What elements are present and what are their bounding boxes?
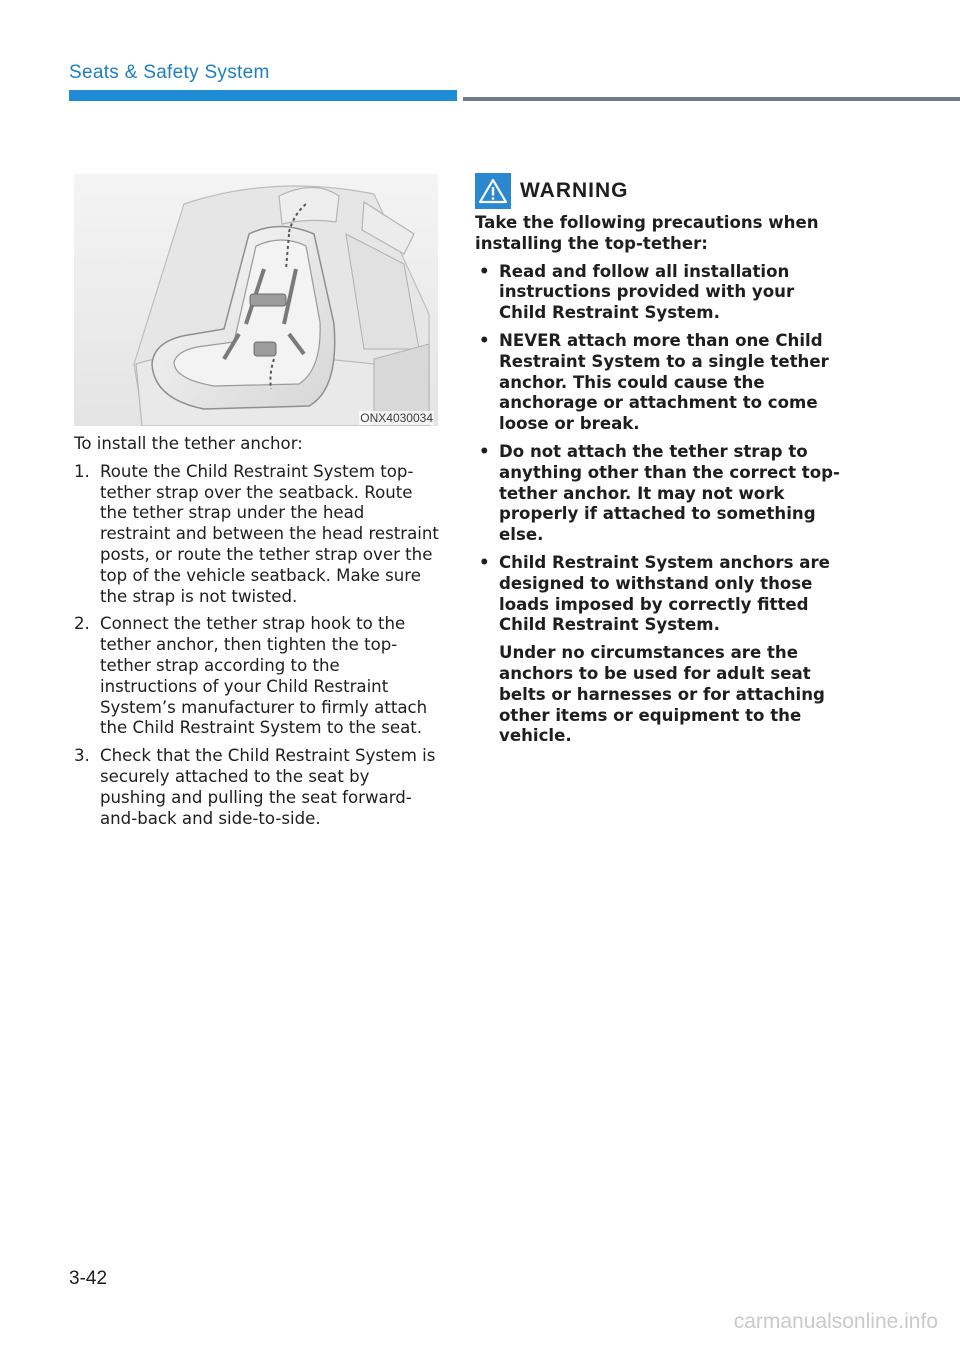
- warning-item-note: Under no circumstances are the anchors to be used for adult seat belts or harnesses or for attaching other items or equipment to the vehicle.: [499, 643, 825, 746]
- warning-header: [475, 172, 629, 210]
- warning-item: [475, 442, 845, 546]
- bullet: •: [479, 330, 490, 350]
- warning-body: [475, 213, 845, 754]
- warning-title: WARNING: [520, 179, 629, 202]
- warning-item: [475, 262, 845, 324]
- warning-item-text: Do not attach the tether strap to anything other than the correct top-tether anchor. It may not work properly if attached to something else.: [499, 441, 840, 545]
- warning-item-text: Child Restraint System anchors are designed to withstand only those loads imposed by correctly fitted Child Restraint System.: [499, 552, 830, 635]
- step-number: 2.: [74, 614, 90, 634]
- step-number: 3.: [74, 746, 90, 766]
- step-text: Check that the Child Restraint System is securely attached to the seat by pushing and pulling the seat forward-and-back and side-to-side.: [100, 746, 436, 828]
- warning-item-text: NEVER attach more than one Child Restraint System to a single tether anchor. This could cause the anchorage or attachment to come loose or break.: [499, 330, 829, 434]
- header-rule: [463, 97, 960, 101]
- child-seat-illustration: [74, 174, 438, 426]
- step-item: [74, 746, 440, 829]
- steps-list: [74, 462, 440, 830]
- warning-list: [475, 262, 845, 748]
- warning-intro: Take the following precautions when installing the top-tether:: [475, 213, 819, 253]
- warning-triangle-icon: [478, 177, 508, 205]
- watermark: carmanualsonline.info: [733, 1310, 938, 1333]
- warning-icon-box: [475, 173, 511, 209]
- warning-item-text: Read and follow all installation instructions provided with your Child Restraint System.: [499, 261, 795, 323]
- bullet: •: [479, 552, 490, 572]
- bullet: •: [479, 261, 490, 281]
- warning-item: [475, 553, 845, 747]
- warning-item: [475, 331, 845, 435]
- child-seat-drawing: [74, 174, 438, 426]
- figure-code: ONX4030034: [360, 411, 433, 425]
- step-item: [74, 462, 440, 608]
- instructions-intro: To install the tether anchor:: [74, 434, 303, 453]
- install-instructions: [74, 434, 440, 836]
- bullet: •: [479, 441, 490, 461]
- step-text: Route the Child Restraint System top-tether strap over the seatback. Route the tether strap under the head restraint and between the head restraint posts, or route the tether strap over the top of the vehicle seatback. Make sure the strap is not twisted.: [100, 461, 439, 606]
- step-number: 1.: [74, 461, 90, 481]
- step-item: [74, 614, 440, 739]
- section-title: Seats & Safety System: [69, 62, 270, 83]
- header-accent-bar: [69, 90, 457, 101]
- step-text: Connect the tether strap hook to the tether anchor, then tighten the top-tether strap according to the instructions of your Child Restraint System’s manufacturer to firmly attach the Child Restraint System to the seat.: [100, 614, 428, 738]
- page-number: 3-42: [69, 1268, 108, 1289]
